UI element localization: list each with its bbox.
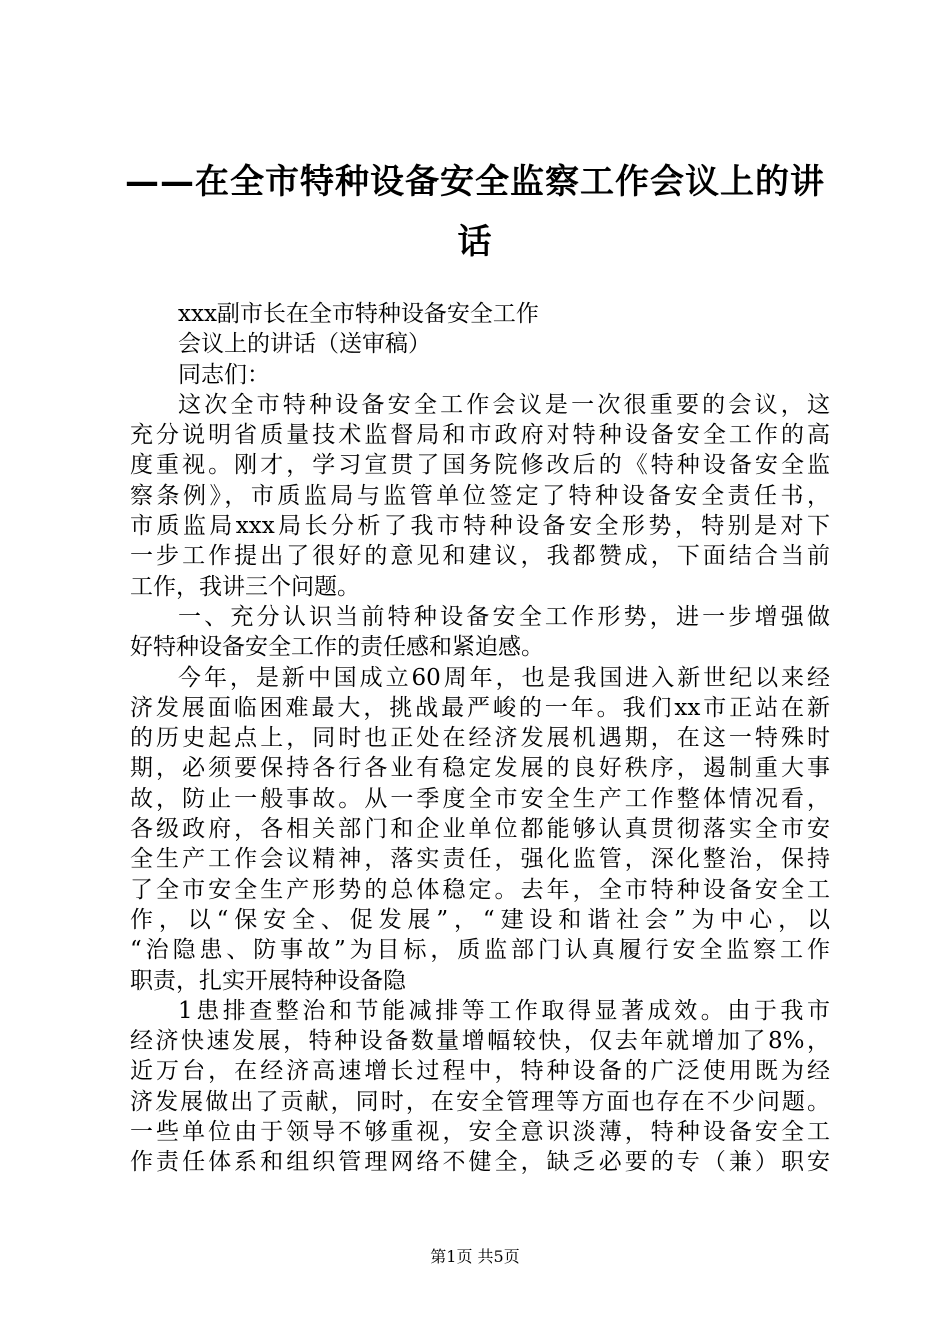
body-text-line: 故，防止一般事故。从一季度全市安全生产工作整体情况看，	[130, 785, 830, 812]
body-text-line: 会议上的讲话（送审稿）	[178, 331, 431, 358]
body-text-line: 近万台，在经济高速增长过程中，特种设备的广泛使用既为经	[130, 1058, 830, 1085]
document-title-line-2: 话	[457, 222, 493, 262]
body-text-line: xxx副市长在全市特种设备安全工作	[178, 301, 539, 327]
body-text-line: 同志们：	[178, 361, 270, 388]
body-text-line: 济发展面临困难最大，挑战最严峻的一年。我们xx市正站在新	[130, 694, 830, 721]
body-text-line: 了全市安全生产形势的总体稳定。去年，全市特种设备安全工	[130, 876, 830, 903]
body-text-line: 一、充分认识当前特种设备安全工作形势，进一步增强做	[178, 603, 830, 630]
body-text-line: 作，以“保安全、促发展”，“建设和谐社会”为中心，以	[130, 906, 830, 933]
body-text-line: 职责，扎实开展特种设备隐	[130, 967, 406, 994]
body-text-line: 作责任体系和组织管理网络不健全，缺乏必要的专（兼）职安	[130, 1149, 830, 1176]
body-text-line: 好特种设备安全工作的责任感和紧迫感。	[130, 634, 544, 661]
body-text-line: “治隐患、防事故”为目标，质监部门认真履行安全监察工作	[130, 937, 830, 964]
body-text-line: 各级政府，各相关部门和企业单位都能够认真贯彻落实全市安	[130, 816, 830, 843]
body-text-line: 这次全市特种设备安全工作会议是一次很重要的会议，这	[178, 391, 830, 418]
document-title-line-1: ——在全市特种设备安全监察工作会议上的讲	[125, 162, 825, 202]
body-text-line: 察条例》，市质监局与监管单位签定了特种设备安全责任书，	[130, 482, 830, 509]
body-text-line: 充分说明省质量技术监督局和市政府对特种设备安全工作的高	[130, 422, 830, 449]
body-text-line: 经济快速发展，特种设备数量增幅较快，仅去年就增加了8%，	[130, 1028, 830, 1055]
document-body	[130, 299, 830, 1178]
body-text-line: 工作，我讲三个问题。	[130, 573, 360, 600]
body-text-line: 一步工作提出了很好的意见和建议，我都赞成，下面结合当前	[130, 543, 830, 570]
body-text-line: 1患排查整治和节能减排等工作取得显著成效。由于我市	[178, 997, 830, 1024]
body-text-line: 度重视。刚才，学习宣贯了国务院修改后的《特种设备安全监	[130, 452, 830, 479]
page-footer: 第1页 共5页	[430, 1247, 520, 1266]
body-text-line: 今年，是新中国成立60周年，也是我国进入新世纪以来经	[178, 664, 830, 691]
body-text-line: 济发展做出了贡献，同时，在安全管理等方面也存在不少问题。	[130, 1088, 830, 1115]
body-text-line: 全生产工作会议精神，落实责任，强化监管，深化整治，保持	[130, 846, 830, 873]
body-text-line: 市质监局xxx局长分析了我市特种设备安全形势，特别是对下	[130, 513, 830, 540]
body-text-line: 一些单位由于领导不够重视，安全意识淡薄，特种设备安全工	[130, 1119, 830, 1146]
body-text-line: 的历史起点上，同时也正处在经济发展机遇期，在这一特殊时	[130, 725, 830, 752]
body-text-line: 期，必须要保持各行各业有稳定发展的良好秩序，遏制重大事	[130, 755, 830, 782]
